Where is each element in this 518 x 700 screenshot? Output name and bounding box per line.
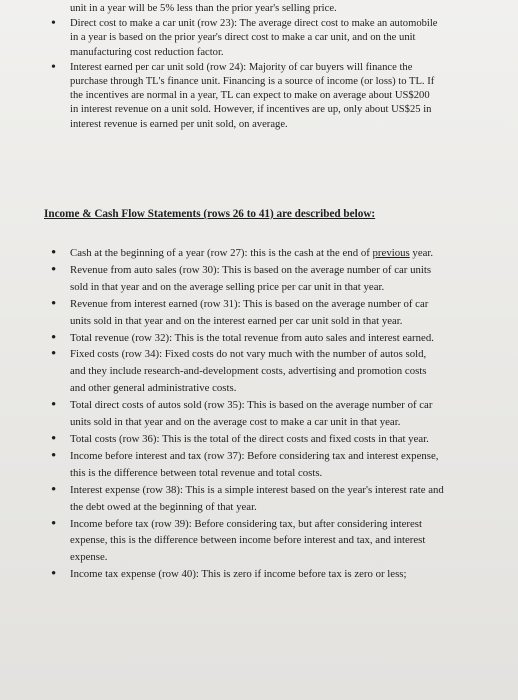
bullet-icon: • [51, 329, 57, 346]
statement-text: Fixed costs (row 34): Fixed costs do not vary much with the number of autos sold, and they include research-and-development costs, advertising and promotion costs and other general administrative costs. [70, 348, 427, 395]
statement-item [44, 296, 444, 330]
assumption-item [44, 61, 440, 132]
bullet-icon: • [51, 566, 57, 583]
bullet-icon: • [51, 447, 57, 464]
statement-text: Income tax expense (row 40): This is zero if income before tax is zero or less; [70, 568, 407, 581]
statement-text: Revenue from auto sales (row 30): This is based on the average number of car units sold in that year and on the average selling price per car unit in that year. [70, 263, 432, 293]
statement-item [44, 448, 444, 482]
statement-text: Cash at the beginning of a year (row 27): this is the cash at the end of [70, 247, 373, 259]
statement-text: Income before tax (row 39): Before considering tax, but after considering interest expense, this is the difference between income before interest and tax, and interest expense. [70, 517, 426, 564]
underlined-word: previous [372, 247, 410, 259]
statement-text: Total direct costs of autos sold (row 35): This is based on the average number of car units sold in that year and on the average cost to make a car unit in that year. [70, 399, 433, 429]
statement-text: Income before interest and tax (row 37): Before considering tax and interest expense, this is the difference between total revenue and total costs. [70, 449, 439, 479]
assumption-item [44, 2, 440, 16]
bullet-icon: • [51, 261, 57, 278]
statement-item [44, 482, 444, 516]
statement-item [44, 397, 444, 431]
statement-item [44, 346, 444, 397]
statement-text: Total costs (row 36): This is the total of the direct costs and fixed costs in that year. [70, 432, 429, 445]
assumption-text: Interest earned per car unit sold (row 24): Majority of car buyers will finance the purchase through TL's finance unit. Financing is a source of income (or loss) to TL. If the incentives are normal in a year, TL can expect to make on average about US$200 in interest revenue on a unit sold. However, if incentives are up, only about US$25 in interest revenue is earned per unit sold, on average. [70, 61, 435, 130]
statement-item [44, 516, 444, 567]
statement-text: Interest expense (row 38): This is a simple interest based on the year's interest rate and the debt owed at the beginning of that year. [70, 483, 444, 513]
statements-list [44, 245, 444, 583]
statement-text: Revenue from interest earned (row 31): This is based on the average number of car units sold in that year and on the interest earned per car unit sold in that year. [70, 297, 429, 327]
statement-item [44, 431, 444, 448]
bullet-icon: • [51, 295, 57, 312]
statement-item [44, 330, 444, 347]
bullet-icon: • [51, 397, 57, 414]
statement-text: Total revenue (row 32): This is the total revenue from auto sales and interest earned. [70, 331, 434, 344]
bullet-icon: • [51, 481, 57, 498]
statement-item [44, 245, 444, 262]
assumption-text: unit in a year will be 5% less than the prior year's selling price. [70, 3, 337, 14]
assumption-item [44, 17, 440, 60]
statement-item [44, 262, 444, 296]
statement-item [44, 566, 444, 583]
bullet-icon: • [51, 16, 56, 32]
bullet-icon: • [51, 346, 57, 363]
section-heading: Income & Cash Flow Statements (rows 26 to 41) are described below: [44, 208, 376, 220]
assumption-text: Direct cost to make a car unit (row 23): The average direct cost to make an automobile in a year is based on the prior year's direct cost to make a car unit, and on the unit manufacturing cost reduction factor. [70, 18, 438, 58]
bullet-icon: • [51, 59, 56, 75]
bullet-icon: • [51, 245, 57, 261]
statement-text-tail: year. [409, 247, 434, 259]
assumptions-list [44, 2, 440, 133]
bullet-icon: • [51, 430, 57, 447]
bullet-icon: • [51, 515, 57, 532]
